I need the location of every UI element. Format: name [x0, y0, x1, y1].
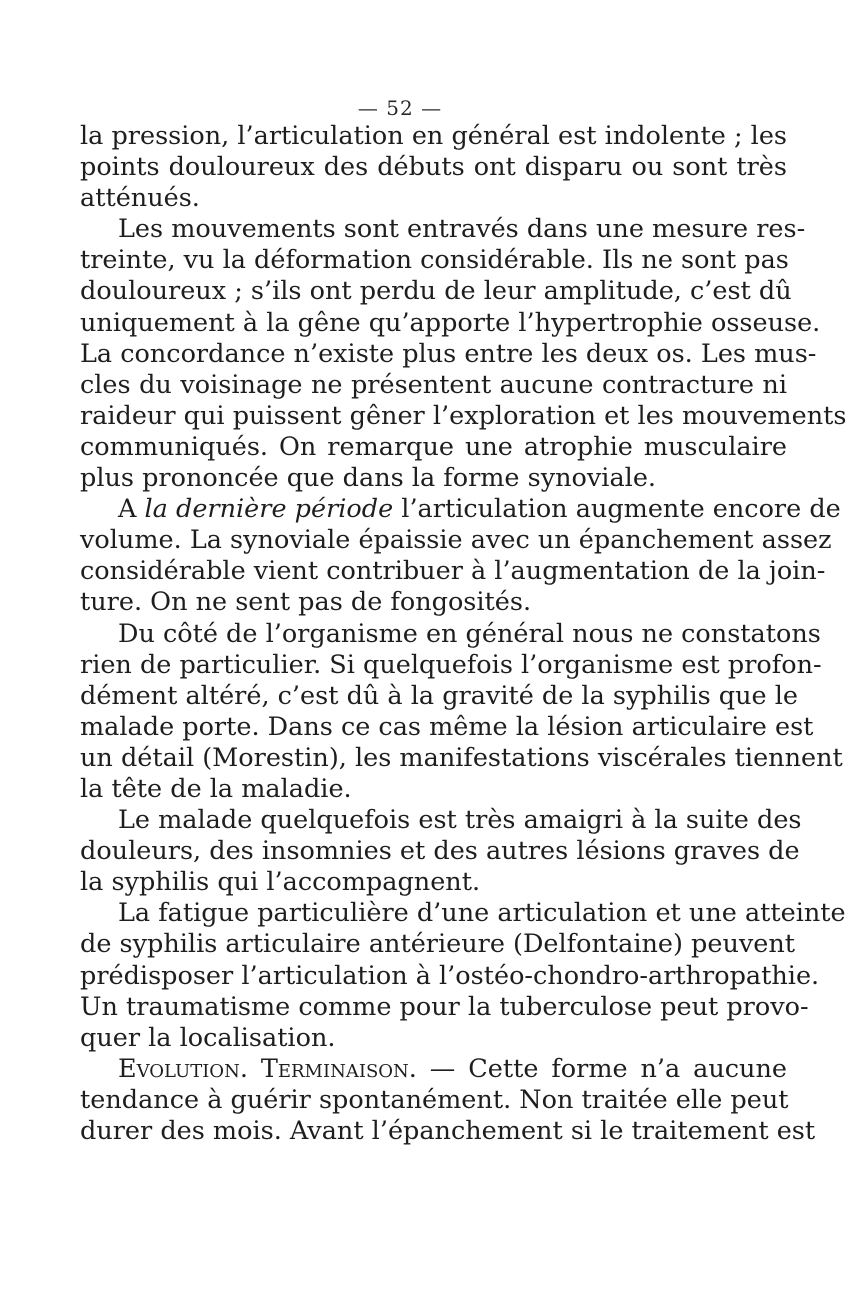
- text-line: treinte, vu la déformation considérable. Ils ne sont pas: [80, 245, 789, 276]
- line-prefix: A: [118, 494, 145, 525]
- text-line: tendance à guérir spontanément. Non traitée elle peut: [80, 1084, 789, 1115]
- text-line: Le malade quelquefois est très amaigri à la suite des: [118, 805, 802, 836]
- text-line: Un traumatisme comme pour la tuberculose peut provo-: [80, 991, 809, 1022]
- text-line: La concordance n’existe plus entre les deux os. Les mus-: [80, 338, 817, 369]
- text-line: considérable vient contribuer à l’augmentation de la join-: [80, 556, 826, 587]
- text-line: la pression, l’articulation en général est indolente ; les: [80, 121, 787, 151]
- text-line: la syphilis qui l’accompagnent.: [80, 867, 481, 898]
- text-line: cles du voisinage ne présentent aucune contracture ni: [80, 369, 787, 400]
- section-heading: Evolution. Terminaison.: [118, 1053, 417, 1084]
- text-line: un détail (Morestin), les manifestations viscérales tiennent: [80, 742, 843, 773]
- text-line: Les mouvements sont entravés dans une mesure res-: [118, 214, 806, 245]
- text-line: Du côté de l’organisme en général nous ne constatons: [118, 618, 821, 649]
- text-line: douleurs, des insomnies et des autres lésions graves de: [80, 836, 800, 867]
- text-line: uniquement à la gêne qu’apporte l’hypertrophie osseuse.: [80, 307, 821, 338]
- section-heading-line: [80, 1054, 787, 1085]
- text-line: raideur qui puissent gêner l’exploration et les mouvements: [80, 400, 846, 431]
- text-line: douloureux ; s’ils ont perdu de leur amplitude, c’est dû: [80, 276, 792, 307]
- text-line: La fatigue particulière d’une articulation et une atteinte: [118, 898, 846, 929]
- text-line: prédisposer l’articulation à l’ostéo-chondro-arthropathie.: [80, 960, 820, 991]
- text-line: atténués.: [80, 183, 200, 214]
- text-line: volume. La synoviale épaissie avec un épanchement assez: [80, 525, 832, 556]
- text-line: ture. On ne sent pas de fongosités.: [80, 587, 532, 618]
- text-line: [80, 494, 841, 525]
- text-line: de syphilis articulaire antérieure (Delfontaine) peuvent: [80, 929, 796, 960]
- text-line: rien de particulier. Si quelquefois l’organisme est profon-: [80, 649, 822, 680]
- italic-phrase: la dernière période: [144, 494, 394, 525]
- line-suffix: — Cette forme n’a aucune: [416, 1053, 787, 1084]
- text-line: quer la localisation.: [80, 1022, 336, 1053]
- text-line: la tête de la maladie.: [80, 773, 352, 804]
- text-line: communiqués. On remarque une atrophie musculaire: [80, 431, 787, 462]
- page-number: — 52 —: [357, 96, 443, 120]
- text-line: points douloureux des débuts ont disparu ou sont très: [80, 152, 787, 183]
- body-text: [80, 121, 846, 1147]
- text-line: malade porte. Dans ce cas même la lésion articulaire est: [80, 711, 814, 742]
- line-suffix: l’articulation augmente encore de: [393, 494, 841, 525]
- text-line: plus prononcée que dans la forme synoviale.: [80, 463, 657, 494]
- text-line: dément altéré, c’est dû à la gravité de la syphilis que le: [80, 680, 798, 711]
- text-line: durer des mois. Avant l’épanchement si le traitement est: [80, 1116, 816, 1146]
